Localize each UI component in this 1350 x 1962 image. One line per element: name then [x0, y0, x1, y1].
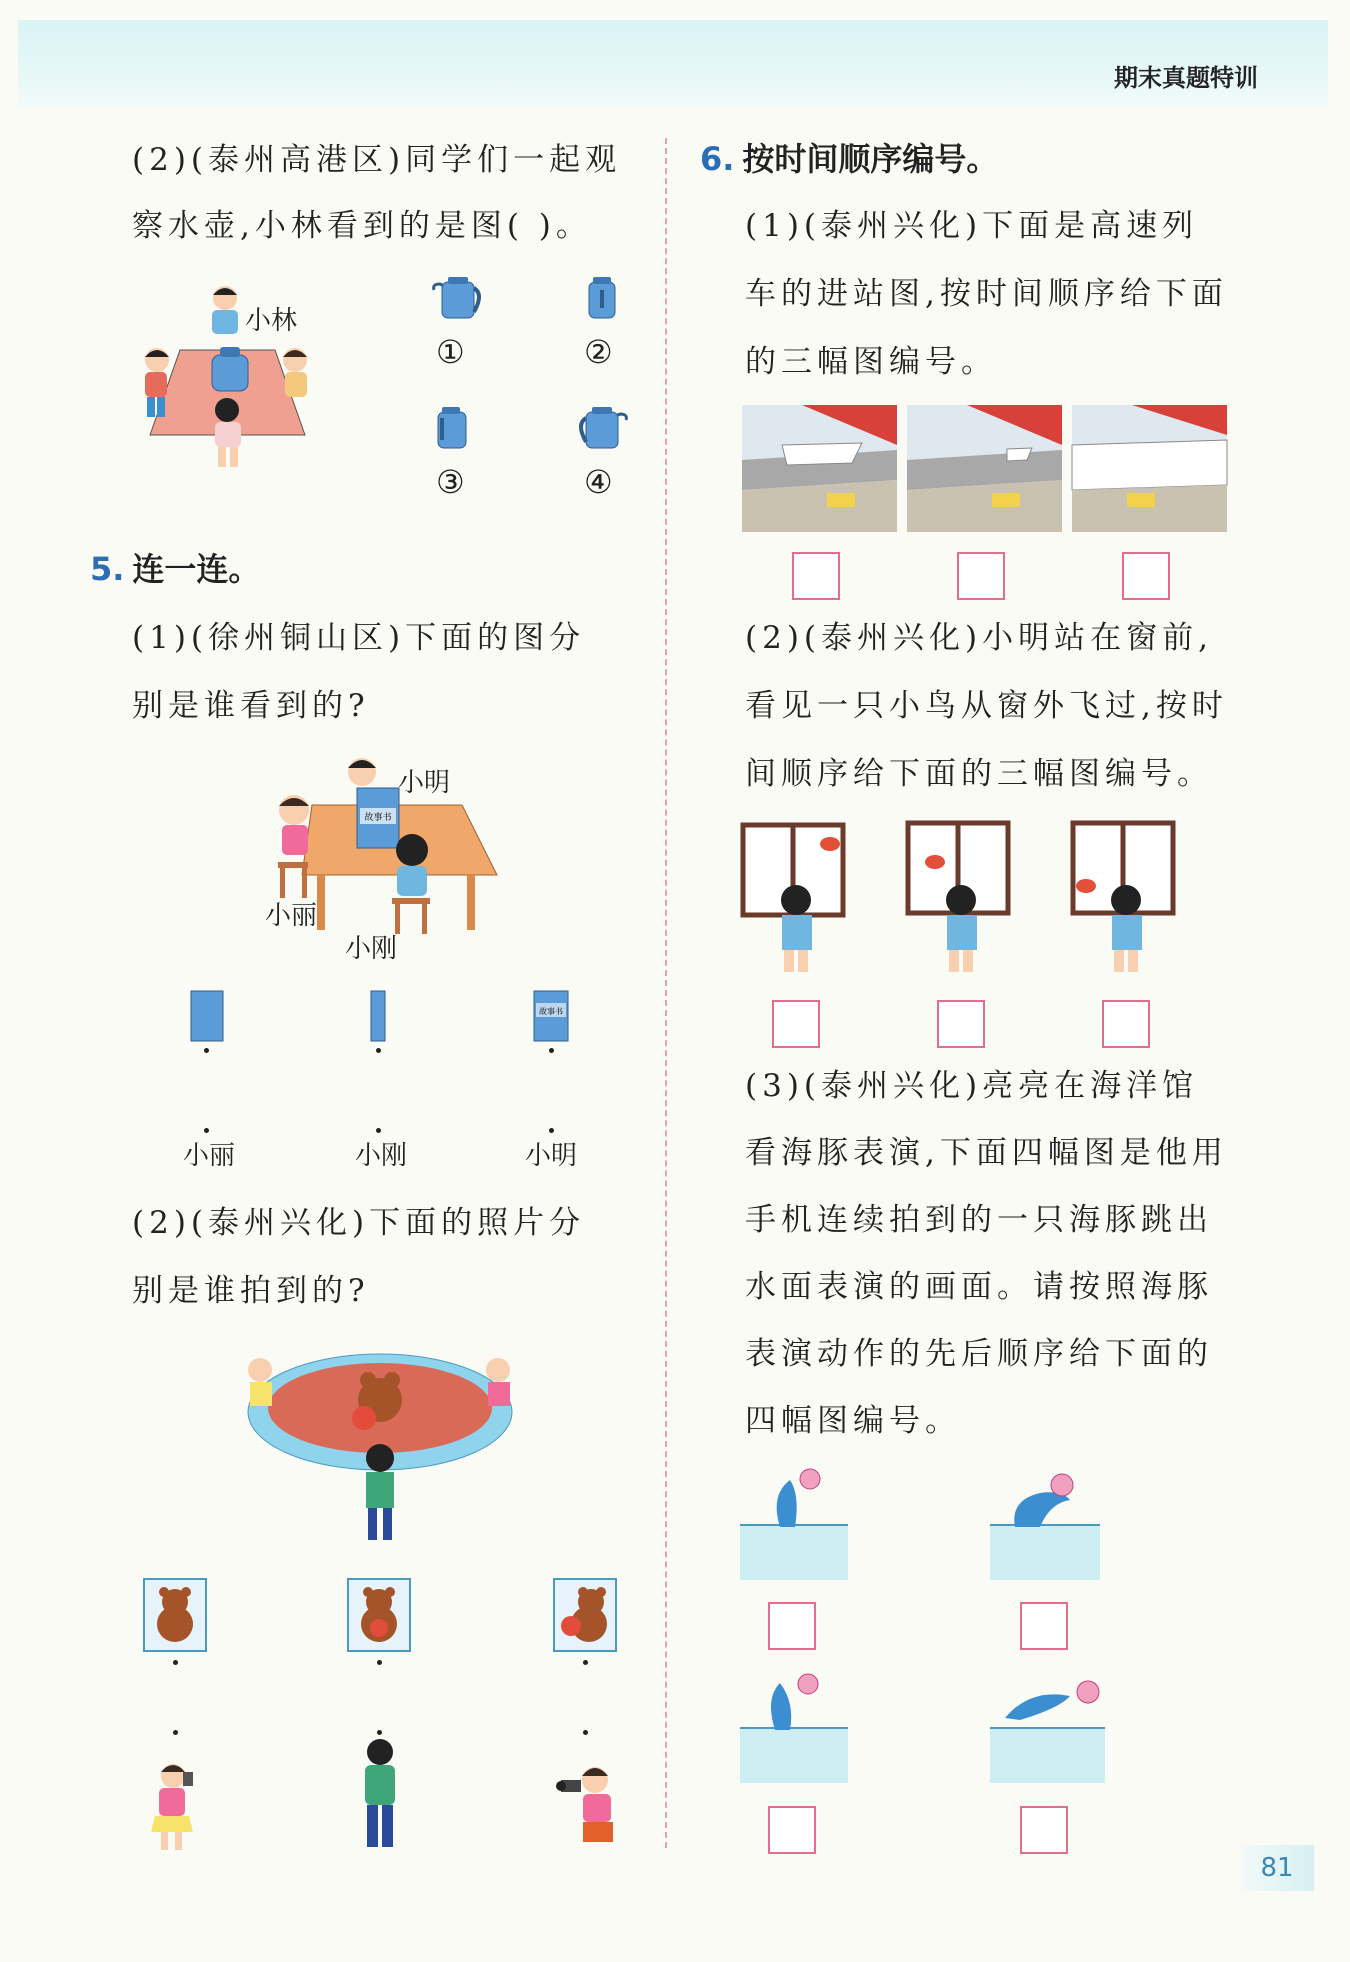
book-view-cover: [533, 990, 569, 1042]
q6-1-line2: 车的进站图,按时间顺序给下面: [745, 276, 1228, 312]
book-view-spine: [370, 990, 386, 1042]
option-mark-1: ①: [436, 333, 465, 371]
answer-box[interactable]: [768, 1602, 816, 1650]
pool-scene-illustration: [240, 1340, 520, 1550]
photographer-girl-phone: [143, 1762, 199, 1854]
match-dot[interactable]: [377, 1730, 382, 1735]
option-mark-3: ③: [436, 463, 465, 501]
q6-3-line2: 看海豚表演,下面四幅图是他用: [745, 1135, 1228, 1171]
page-number: 81: [1240, 1845, 1314, 1891]
figure-label-xiaogang: 小刚: [345, 934, 398, 964]
story-book-text: 故事书: [364, 813, 392, 823]
name-xiaogang: 小刚: [355, 1141, 408, 1171]
bear-photo-back: [143, 1578, 207, 1652]
q6-3-line6: 四幅图编号。: [745, 1403, 961, 1439]
answer-box[interactable]: [1122, 552, 1170, 600]
q6-2-line1: (2)(泰州兴化)小明站在窗前,: [745, 620, 1213, 656]
q6-title: 按时间顺序编号。: [742, 140, 999, 178]
answer-box[interactable]: [1020, 1806, 1068, 1854]
header-title: 期末真题特训: [1114, 64, 1258, 92]
q5-1-line2: 别是谁看到的?: [132, 688, 370, 724]
match-dot[interactable]: [583, 1730, 588, 1735]
train-panel-2: [907, 405, 1062, 532]
answer-box[interactable]: [937, 1000, 985, 1048]
q6-2-line3: 间顺序给下面的三幅图编号。: [745, 756, 1213, 792]
match-dot[interactable]: [204, 1048, 209, 1053]
name-xiaoming: 小明: [525, 1141, 578, 1171]
match-dot[interactable]: [549, 1048, 554, 1053]
photographer-girl-camera: [553, 1764, 623, 1854]
window-bird-panel-2: [903, 818, 1023, 980]
q6-2-line2: 看见一只小鸟从窗外飞过,按时: [745, 688, 1228, 724]
column-divider: [665, 138, 667, 1848]
kettle-front-view-2: [584, 272, 620, 324]
match-dot[interactable]: [583, 1660, 588, 1665]
observer-label-xiaolin: 小林: [245, 306, 298, 336]
dolphin-panel-2: [990, 1465, 1100, 1580]
q6-1-line1: (1)(泰州兴化)下面是高速列: [745, 208, 1199, 244]
q4-2-line2: 察水壶,小林看到的是图( )。: [132, 208, 592, 244]
answer-box[interactable]: [768, 1806, 816, 1854]
q6-3-line5: 表演动作的先后顺序给下面的: [745, 1336, 1213, 1372]
book-cover-text: 故事书: [539, 1007, 563, 1016]
answer-box[interactable]: [1020, 1602, 1068, 1650]
q5-number: 5.: [90, 550, 125, 588]
match-dot[interactable]: [173, 1730, 178, 1735]
option-mark-4: ④: [584, 463, 613, 501]
match-dot[interactable]: [204, 1128, 209, 1133]
q6-number: 6.: [700, 140, 735, 178]
q5-title: 连一连。: [132, 550, 261, 588]
dolphin-panel-4: [990, 1668, 1105, 1783]
train-panel-3: [1072, 405, 1227, 532]
bear-photo-front: [347, 1578, 411, 1652]
kettle-side-view-1: [432, 272, 484, 324]
name-xiaoli: 小丽: [183, 1141, 236, 1171]
q5-2-line2: 别是谁拍到的?: [132, 1273, 370, 1309]
dolphin-panel-1: [740, 1465, 848, 1580]
book-view-wide: [190, 990, 224, 1042]
answer-box[interactable]: [1102, 1000, 1150, 1048]
answer-box[interactable]: [792, 552, 840, 600]
q6-3-line4: 水面表演的画面。请按照海豚: [745, 1269, 1213, 1305]
match-dot[interactable]: [376, 1048, 381, 1053]
window-bird-panel-1: [738, 820, 858, 980]
q4-2-line1: (2)(泰州高港区)同学们一起观: [132, 142, 622, 178]
q6-heading: [700, 134, 998, 180]
match-dot[interactable]: [549, 1128, 554, 1133]
q6-1-line3: 的三幅图编号。: [745, 344, 997, 380]
bear-photo-side: [553, 1578, 617, 1652]
answer-box[interactable]: [772, 1000, 820, 1048]
kettle-side-view-4: [576, 402, 628, 454]
figure-label-xiaoming: 小明: [398, 768, 451, 798]
q6-3-line3: 手机连续拍到的一只海豚跳出: [745, 1202, 1213, 1238]
match-dot[interactable]: [173, 1660, 178, 1665]
match-dot[interactable]: [376, 1128, 381, 1133]
q5-1-line1: (1)(徐州铜山区)下面的图分: [132, 620, 586, 656]
q5-heading: [90, 544, 260, 590]
figure-label-xiaoli: 小丽: [265, 901, 318, 931]
dolphin-panel-3: [740, 1668, 848, 1783]
answer-box[interactable]: [957, 552, 1005, 600]
photographer-boy-back: [356, 1738, 404, 1854]
kettle-scene-illustration: [130, 285, 330, 485]
match-dot[interactable]: [377, 1660, 382, 1665]
kettle-back-view-3: [432, 402, 472, 454]
window-bird-panel-3: [1068, 818, 1188, 980]
q6-3-line1: (3)(泰州兴化)亮亮在海洋馆: [745, 1068, 1199, 1104]
train-panel-1: [742, 405, 897, 532]
option-mark-2: ②: [584, 333, 613, 371]
q5-2-line1: (2)(泰州兴化)下面的照片分: [132, 1205, 586, 1241]
